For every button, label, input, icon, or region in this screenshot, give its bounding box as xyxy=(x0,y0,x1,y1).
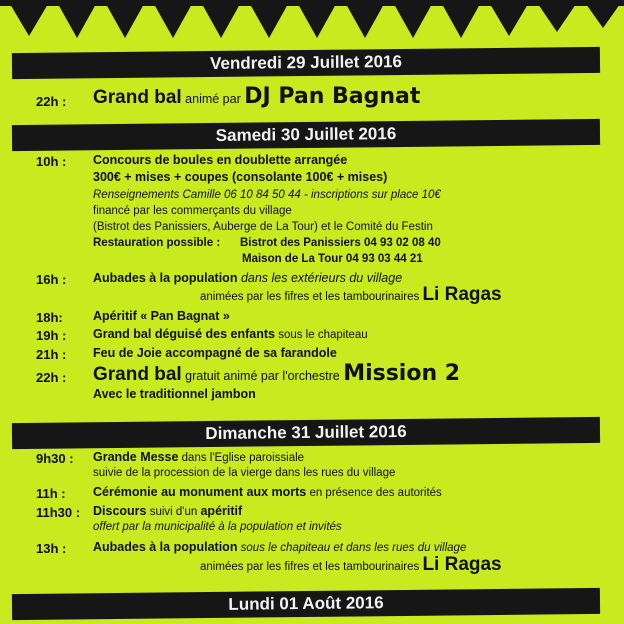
event-grande-messe: Grande Messe dans l'Eglise paroissiale xyxy=(93,450,305,464)
event-aubades-samedi: Aubades à la population dans les extérieurs du village xyxy=(93,271,403,285)
event-aubades-dimanche: Aubades à la population sous le chapiteau et dans les rues du village xyxy=(93,540,467,554)
day-banner-vendredi: Vendredi 29 Juillet 2016 xyxy=(12,47,600,79)
event-procession: suivie de la procession de la vierge dans les rues du village xyxy=(93,467,396,479)
event-time: 10h : xyxy=(36,154,67,169)
event-concours-boules: Concours de boules en doublette arrangée xyxy=(93,153,348,167)
event-time: 22h : xyxy=(36,370,67,385)
event-time: 22h : xyxy=(36,94,67,109)
event-info: financé par les commerçants du village xyxy=(93,205,292,217)
event-jambon: Avec le traditionnel jambon xyxy=(93,387,256,401)
event-prizes: 300€ + mises + coupes (consolante 100€ + mises) xyxy=(93,170,388,184)
event-aperitif: Apéritif « Pan Bagnat » xyxy=(93,309,230,323)
event-time: 9h30 : xyxy=(36,451,74,466)
event-feu-de-joie: Feu de Joie accompagné de sa farandole xyxy=(93,346,337,360)
day-banner-dimanche: Dimanche 31 Juillet 2016 xyxy=(12,417,600,449)
restauration-label: Restauration possible : xyxy=(93,237,221,249)
restauration-maison: Maison de La Tour 04 93 03 44 21 xyxy=(242,253,423,265)
event-grand-bal-vendredi: Grand bal animé par DJ Pan Bagnat xyxy=(93,84,421,109)
event-time: 16h : xyxy=(36,272,67,287)
event-bal-enfants: Grand bal déguisé des enfants sous le chapiteau xyxy=(93,327,368,341)
event-aubades-detail: animées par les fifres et les tambourinaires Li Ragas xyxy=(200,284,502,305)
event-info: (Bistrot des Panissiers, Auberge de La Tour) et le Comité du Festin xyxy=(93,221,433,233)
event-time: 13h : xyxy=(36,541,67,556)
day-banner-samedi: Samedi 30 Juillet 2016 xyxy=(12,119,600,151)
event-info: Renseignements Camille 06 10 84 50 44 - inscriptions sur place 10€ xyxy=(93,189,441,201)
restauration-bistrot: Bistrot des Panissiers 04 93 02 08 40 xyxy=(240,237,441,249)
event-time: 19h : xyxy=(36,328,67,343)
event-discours: Discours suivi d'un apéritif xyxy=(93,504,243,518)
day-banner-lundi: Lundi 01 Août 2016 xyxy=(12,588,600,620)
event-time: 11h : xyxy=(36,486,66,501)
event-aubades-detail: animées par les fifres et les tambourinaires Li Ragas xyxy=(200,554,502,575)
event-time: 21h : xyxy=(36,347,67,362)
event-time: 18h: xyxy=(36,310,63,325)
event-grand-bal-samedi: Grand bal gratuit animé par l'orchestre Mission 2 xyxy=(93,361,461,386)
bunting-decoration xyxy=(0,0,624,46)
event-aperitif-offert: offert par la municipalité à la population et invités xyxy=(93,521,342,533)
event-ceremonie: Cérémonie au monument aux morts en présence des autorités xyxy=(93,485,442,499)
event-time: 11h30 : xyxy=(36,505,81,520)
